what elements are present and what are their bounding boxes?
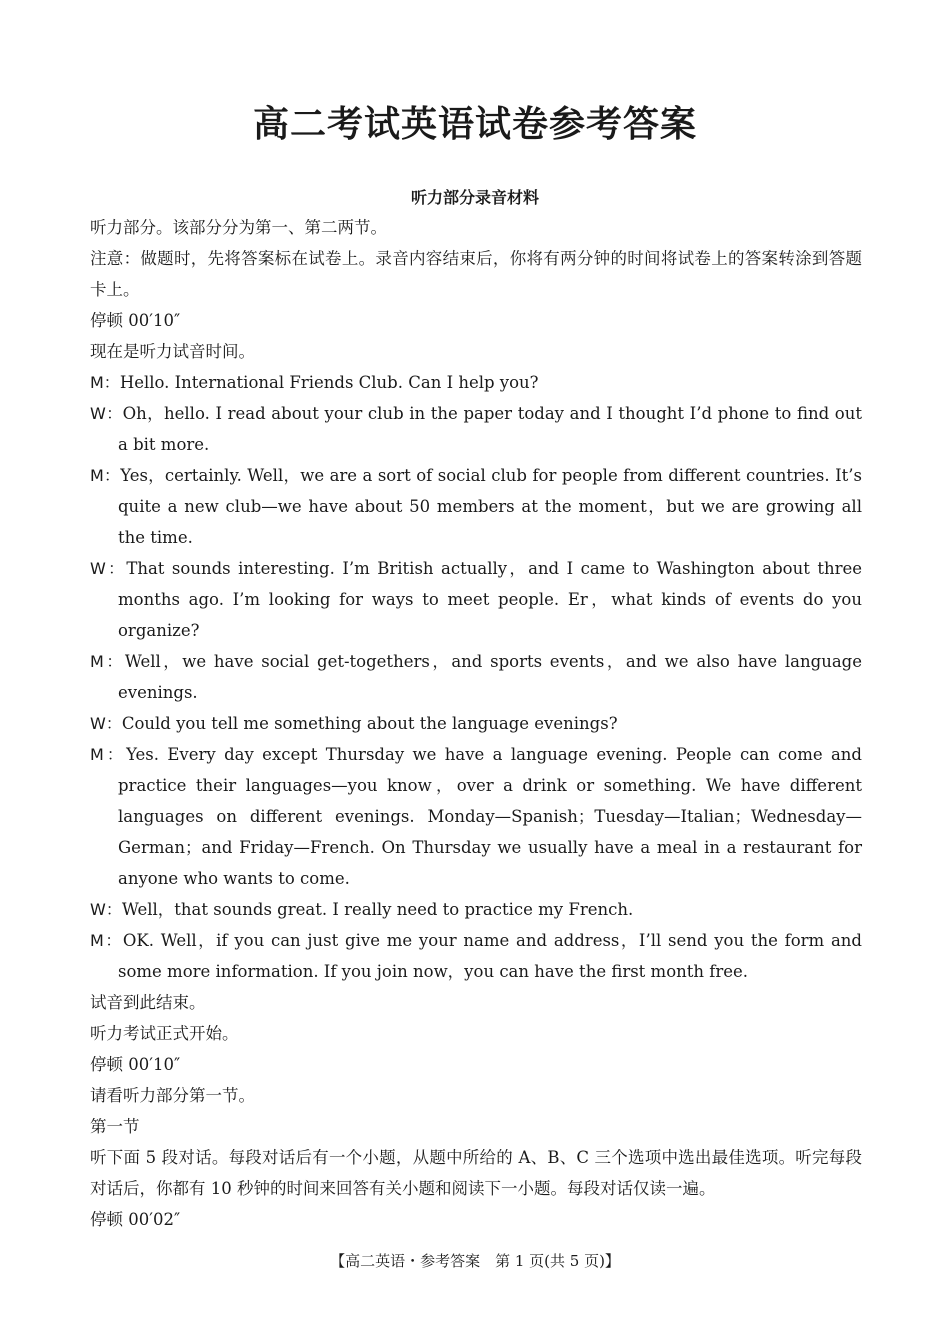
dialogue-line <box>90 925 862 987</box>
pause-marker: 停顿 00′10″ <box>90 311 181 330</box>
section-subtitle: 听力部分录音材料 <box>410 188 539 207</box>
speaker-label: W： <box>90 714 122 733</box>
section-one-cue: 请看听力部分第一节。 <box>90 1086 255 1105</box>
dialogue-text: Oh，hello. I read about your club in the paper today and I thought I’d phone to find out a bit more. <box>118 404 862 454</box>
speaker-label: W： <box>90 404 123 423</box>
pause-marker: 停顿 00′02″ <box>90 1210 181 1229</box>
speaker-label: M： <box>90 373 120 392</box>
dialogue-line <box>90 460 862 553</box>
trial-end: 试音到此结束。 <box>90 993 206 1012</box>
dialogue-text: Hello. International Friends Club. Can I help you? <box>119 373 539 392</box>
dialogue-text: Yes. Every day except Thursday we have a language evening. People can come and practice their languages—you know，over a drink or something. We have different languages on different evenings. Monday—Spanish；Tuesday—Italian；Wednesday—German；and Friday—French. On Thursday we usually have a meal in a restaurant for anyone who wants to come. <box>118 745 862 888</box>
page-footer: 【高二英语・参考答案 第 1 页(共 5 页)】 <box>330 1252 620 1270</box>
speaker-label: W： <box>90 559 127 578</box>
section-one-instructions: 听下面 5 段对话。每段对话后有一个小题，从题中所给的 A、B、C 三个选项中选出最佳选项。听完每段对话后，你都有 10 秒钟的时间来回答有关小题和阅读下一小题。每段对话仅读一遍。 <box>90 1148 862 1198</box>
dialogue-line <box>90 894 862 925</box>
document-title: 高二考试英语试卷参考答案 <box>252 104 697 145</box>
speaker-label: M： <box>90 652 125 671</box>
dialogue-line <box>90 553 862 646</box>
dialogue-text: OK. Well，if you can just give me your name and address，I’ll send you the form and some more information. If you join now，you can have the first month free. <box>118 931 862 981</box>
speaker-label: W： <box>90 900 122 919</box>
trial-intro: 现在是听力试音时间。 <box>90 342 255 361</box>
speaker-label: M： <box>90 466 121 485</box>
section-one-heading: 第一节 <box>90 1117 140 1136</box>
dialogue-line <box>90 739 862 894</box>
transcript-body <box>90 212 862 1235</box>
speaker-label: M： <box>90 931 123 950</box>
pause-marker: 停顿 00′10″ <box>90 1055 181 1074</box>
notice-paragraph: 注意：做题时，先将答案标在试卷上。录音内容结束后，你将有两分钟的时间将试卷上的答案转涂到答题卡上。 <box>90 249 862 299</box>
intro-paragraph: 听力部分。该部分分为第一、第二两节。 <box>90 218 387 237</box>
dialogue-text: Could you tell me something about the language evenings? <box>121 714 618 733</box>
exam-start: 听力考试正式开始。 <box>90 1024 239 1043</box>
dialogue-text: That sounds interesting. I’m British actually，and I came to Washington about three months ago. I’m looking for ways to meet people. Er，what kinds of events do you organize? <box>118 559 863 640</box>
speaker-label: M： <box>90 745 127 764</box>
dialogue-text: Yes，certainly. Well，we are a sort of social club for people from different countries. It’s quite a new club—we have about 50 members at the moment，but we are growing all the time. <box>118 466 862 547</box>
dialogue-text: Well，we have social get-togethers，and sports events，and we also have language evenings. <box>118 652 862 702</box>
dialogue-line <box>90 708 862 739</box>
dialogue-line <box>90 398 862 460</box>
dialogue-line <box>90 367 862 398</box>
dialogue-line <box>90 646 862 708</box>
dialogue-text: Well，that sounds great. I really need to practice my French. <box>121 900 634 919</box>
